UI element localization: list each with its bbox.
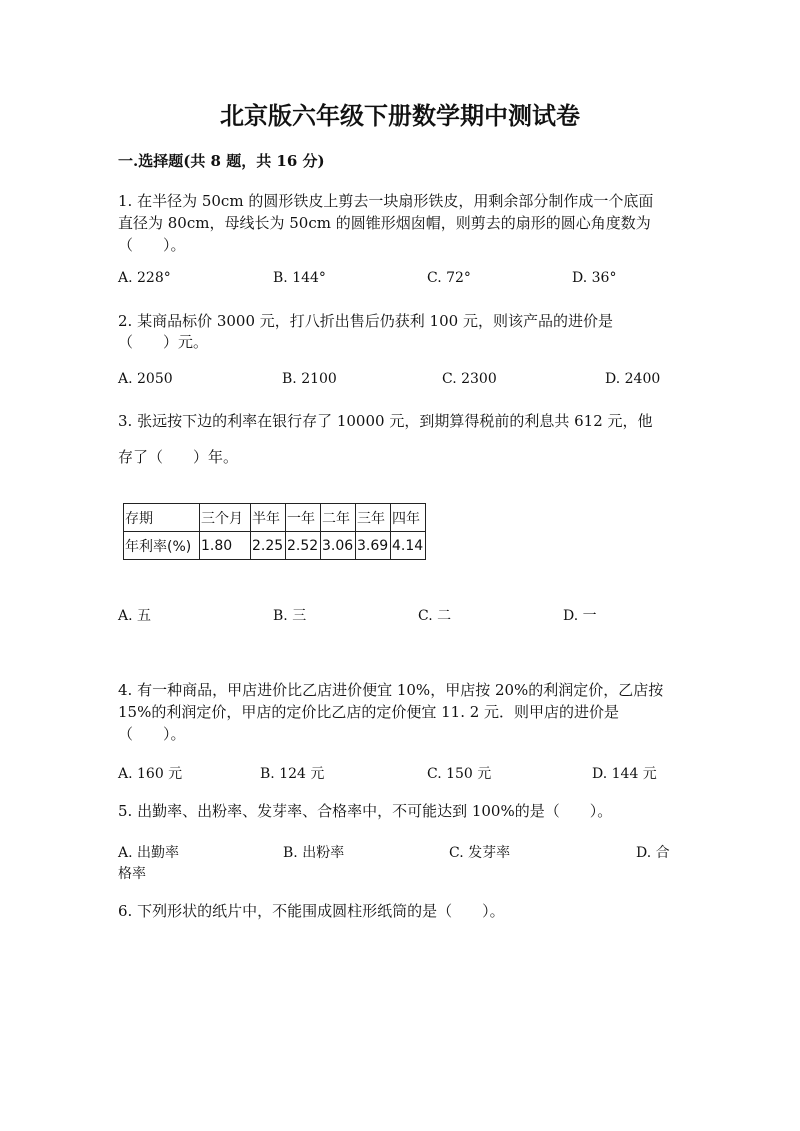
q1-option-c[interactable]: C. 72° xyxy=(427,270,471,286)
q2-option-a[interactable]: A. 2050 xyxy=(118,371,173,387)
table-cell: 一年 xyxy=(286,504,321,532)
q5-option-d[interactable]: D. 合 xyxy=(636,845,670,861)
q1-line-3: （ ）。 xyxy=(118,236,186,254)
table-cell: 三年 xyxy=(356,504,391,532)
table-header-row xyxy=(124,504,426,532)
q1-line-1: 1. 在半径为 50cm 的圆形铁皮上剪去一块扇形铁皮，用剩余部分制作成一个底面 xyxy=(118,192,654,210)
table-row xyxy=(124,532,426,560)
q4-option-a[interactable]: A. 160 元 xyxy=(118,766,183,782)
q4-line-1: 4. 有一种商品，甲店进价比乙店进价便宜 10%，甲店按 20%的利润定价，乙店按 xyxy=(118,681,664,699)
table-cell: 4.14 xyxy=(391,532,426,560)
q3-option-a[interactable]: A. 五 xyxy=(118,608,152,624)
q5-option-d-continued: 格率 xyxy=(118,866,146,882)
q4-line-3: （ ）。 xyxy=(118,725,186,743)
q1-line-2: 直径为 80cm，母线长为 50cm 的圆锥形烟囱帽，则剪去的扇形的圆心角度数为 xyxy=(118,214,651,232)
table-cell: 存期 xyxy=(124,504,200,532)
q4-line-2: 15%的利润定价，甲店的定价比乙店的定价便宜 11. 2 元．则甲店的进价是 xyxy=(118,703,620,721)
q5-option-b[interactable]: B. 出粉率 xyxy=(283,845,345,861)
q2-line-1: 2. 某商品标价 3000 元，打八折出售后仍获利 100 元，则该产品的进价是 xyxy=(118,312,613,330)
q4-option-d[interactable]: D. 144 元 xyxy=(592,766,657,782)
q3-line-2: 存了（ ）年。 xyxy=(118,448,239,466)
q1-option-b[interactable]: B. 144° xyxy=(273,270,326,286)
q2-option-c[interactable]: C. 2300 xyxy=(442,371,497,387)
table-cell: 四年 xyxy=(391,504,426,532)
q4-option-c[interactable]: C. 150 元 xyxy=(427,766,492,782)
q6-line-1: 6. 下列形状的纸片中，不能围成圆柱形纸筒的是（ ）。 xyxy=(118,902,505,920)
q2-option-d[interactable]: D. 2400 xyxy=(605,371,661,387)
table-cell: 2.52 xyxy=(286,532,321,560)
table-cell: 三个月 xyxy=(200,504,251,532)
table-cell: 二年 xyxy=(321,504,356,532)
q5-option-c[interactable]: C. 发芽率 xyxy=(449,845,511,861)
table-cell: 3.69 xyxy=(356,532,391,560)
q5-line-1: 5. 出勤率、出粉率、发芽率、合格率中，不可能达到 100%的是（ ）。 xyxy=(118,802,613,820)
q1-option-a[interactable]: A. 228° xyxy=(118,270,171,286)
interest-rate-table xyxy=(123,503,426,560)
table-cell: 1.80 xyxy=(200,532,251,560)
table-cell: 半年 xyxy=(251,504,286,532)
q2-option-b[interactable]: B. 2100 xyxy=(282,371,337,387)
q4-option-b[interactable]: B. 124 元 xyxy=(260,766,325,782)
q2-line-2: （ ）元。 xyxy=(118,333,209,351)
q3-option-c[interactable]: C. 二 xyxy=(418,608,452,624)
table-cell: 2.25 xyxy=(251,532,286,560)
q3-line-1: 3. 张远按下边的利率在银行存了 10000 元，到期算得税前的利息共 612 元，他 xyxy=(118,412,653,430)
q3-option-b[interactable]: B. 三 xyxy=(273,608,307,624)
table-cell: 年利率(%) xyxy=(124,532,200,560)
table-cell: 3.06 xyxy=(321,532,356,560)
page-title: 北京版六年级下册数学期中测试卷 xyxy=(220,101,580,130)
section-heading: 一.选择题(共 8 题，共 16 分) xyxy=(118,152,325,170)
q3-option-d[interactable]: D. 一 xyxy=(563,608,597,624)
q5-option-a[interactable]: A. 出勤率 xyxy=(118,845,180,861)
q1-option-d[interactable]: D. 36° xyxy=(572,270,617,286)
